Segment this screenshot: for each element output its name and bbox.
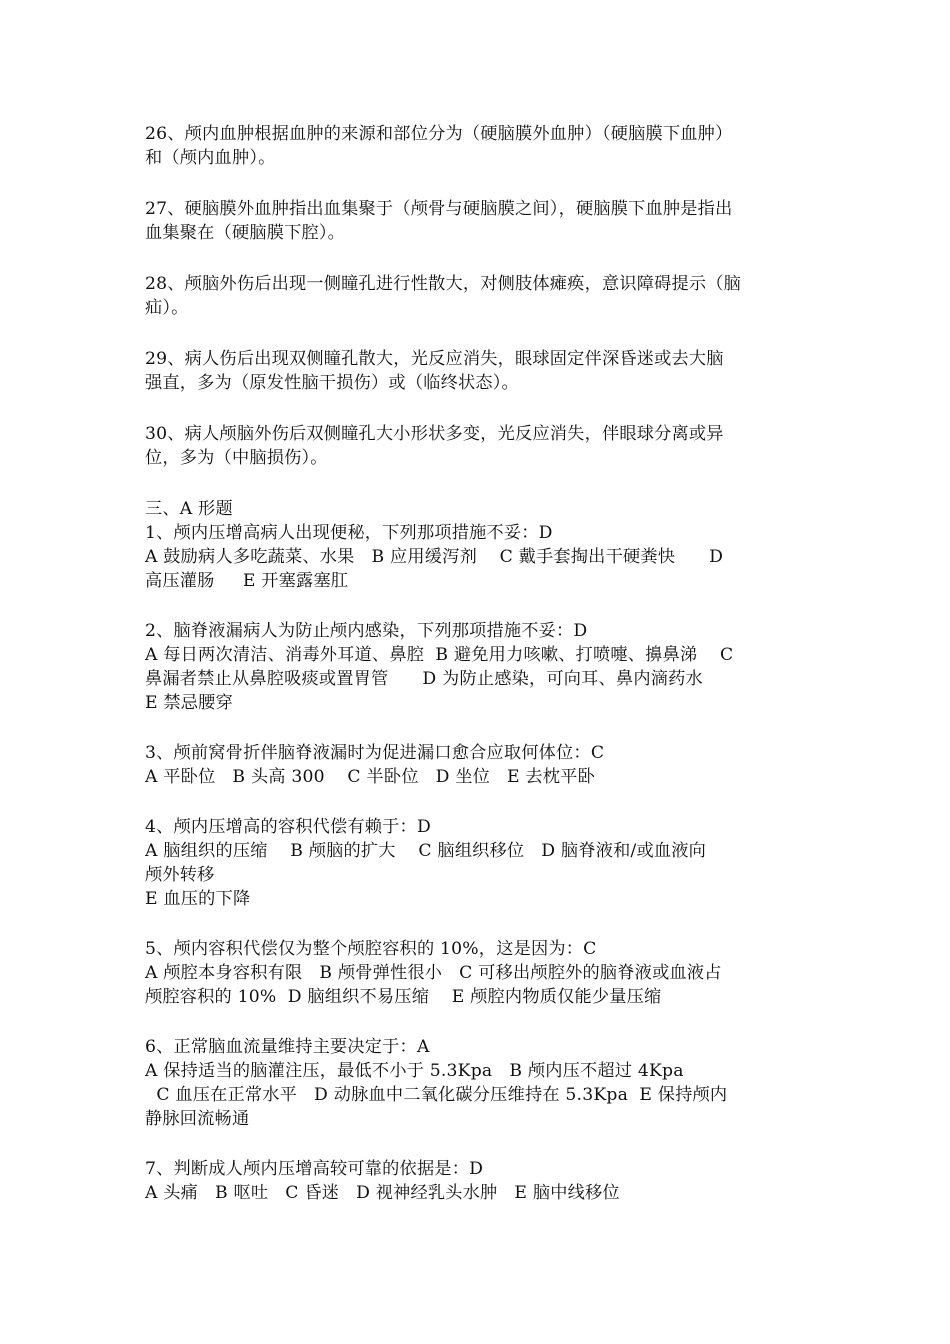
question-options: E 禁忌腰穿	[145, 693, 233, 713]
question-options: 鼻漏者禁止从鼻腔吸痰或置胃管 D 为防止感染，可向耳、鼻内滴药水	[145, 669, 703, 689]
question-options: 颅腔容积的 10% D 脑组织不易压缩 E 颅腔内物质仅能少量压缩	[145, 987, 662, 1007]
question-options: A 鼓励病人多吃蔬菜、水果 B 应用缓泻剂 C 戴手套掏出干硬粪快 D	[145, 547, 724, 567]
question-stem: 2、脑脊液漏病人为防止颅内感染，下列那项措施不妥：D	[145, 621, 588, 641]
question-options: C 血压在正常水平 D 动脉血中二氧化碳分压维持在 5.3Kpa E 保持颅内	[145, 1085, 728, 1105]
text-line: 30、病人颅脑外伤后双侧瞳孔大小形状多变，光反应消失，伴眼球分离或异	[145, 424, 724, 444]
question-28	[145, 272, 813, 320]
question-options: 静脉回流畅通	[145, 1109, 250, 1129]
question-5	[145, 937, 813, 1009]
document-body	[145, 122, 813, 1231]
text-line: 29、病人伤后出现双侧瞳孔散大，光反应消失，眼球固定伴深昏迷或去大脑	[145, 349, 724, 369]
question-options: A 脑组织的压缩 B 颅脑的扩大 C 脑组织移位 D 脑脊液和/或血液向	[145, 841, 707, 861]
question-6	[145, 1035, 813, 1131]
question-options: A 平卧位 B 头高 300 C 半卧位 D 坐位 E 去枕平卧	[145, 767, 595, 787]
question-options: A 颅腔本身容积有限 B 颅骨弹性很小 C 可移出颅腔外的脑脊液或血液占	[145, 963, 722, 983]
question-stem: 5、颅内容积代偿仅为整个颅腔容积的 10%，这是因为：C	[145, 939, 597, 959]
text-line: 28、颅脑外伤后出现一侧瞳孔进行性散大，对侧肢体瘫痪，意识障碍提示（脑	[145, 274, 742, 294]
question-26	[145, 122, 813, 170]
question-3	[145, 741, 813, 789]
question-options: A 保持适当的脑灌注压，最低不小于 5.3Kpa B 颅内压不超过 4Kpa	[145, 1061, 684, 1081]
text-line: 和（颅内血肿）。	[145, 148, 276, 168]
question-options: A 头痛 B 呕吐 C 昏迷 D 视神经乳头水肿 E 脑中线移位	[145, 1183, 620, 1203]
text-line: 血集聚在（硬脑膜下腔）。	[145, 223, 346, 243]
question-stem: 4、颅内压增高的容积代偿有赖于：D	[145, 817, 431, 837]
text-line: 强直，多为（原发性脑干损伤）或（临终状态）。	[145, 373, 519, 393]
question-2	[145, 619, 813, 715]
section-a-type	[145, 497, 813, 593]
question-4	[145, 815, 813, 911]
text-line: 27、硬脑膜外血肿指出血集聚于（颅骨与硬脑膜之间），硬脑膜下血肿是指出	[145, 199, 733, 219]
text-line: 疝）。	[145, 298, 189, 318]
question-27	[145, 197, 813, 245]
question-29	[145, 347, 813, 395]
section-heading: 三、A 形题	[145, 499, 233, 519]
question-stem: 3、颅前窝骨折伴脑脊液漏时为促进漏口愈合应取何体位：C	[145, 743, 605, 763]
question-7	[145, 1157, 813, 1205]
text-line: 26、颅内血肿根据血肿的来源和部位分为（硬脑膜外血肿）（硬脑膜下血肿）	[145, 124, 733, 144]
question-stem: 6、正常脑血流量维持主要决定于：A	[145, 1037, 430, 1057]
question-options: E 血压的下降	[145, 889, 251, 909]
question-options: A 每日两次清洁、消毒外耳道、鼻腔 B 避免用力咳嗽、打喷嚏、擤鼻涕 C	[145, 645, 734, 665]
question-stem: 7、判断成人颅内压增高较可靠的依据是：D	[145, 1159, 484, 1179]
question-options: 颅外转移	[145, 865, 215, 885]
text-line: 位，多为（中脑损伤）。	[145, 448, 328, 468]
question-options: 高压灌肠 E 开塞露塞肛	[145, 571, 349, 591]
question-stem: 1、颅内压增高病人出现便秘，下列那项措施不妥：D	[145, 523, 553, 543]
question-30	[145, 422, 813, 470]
